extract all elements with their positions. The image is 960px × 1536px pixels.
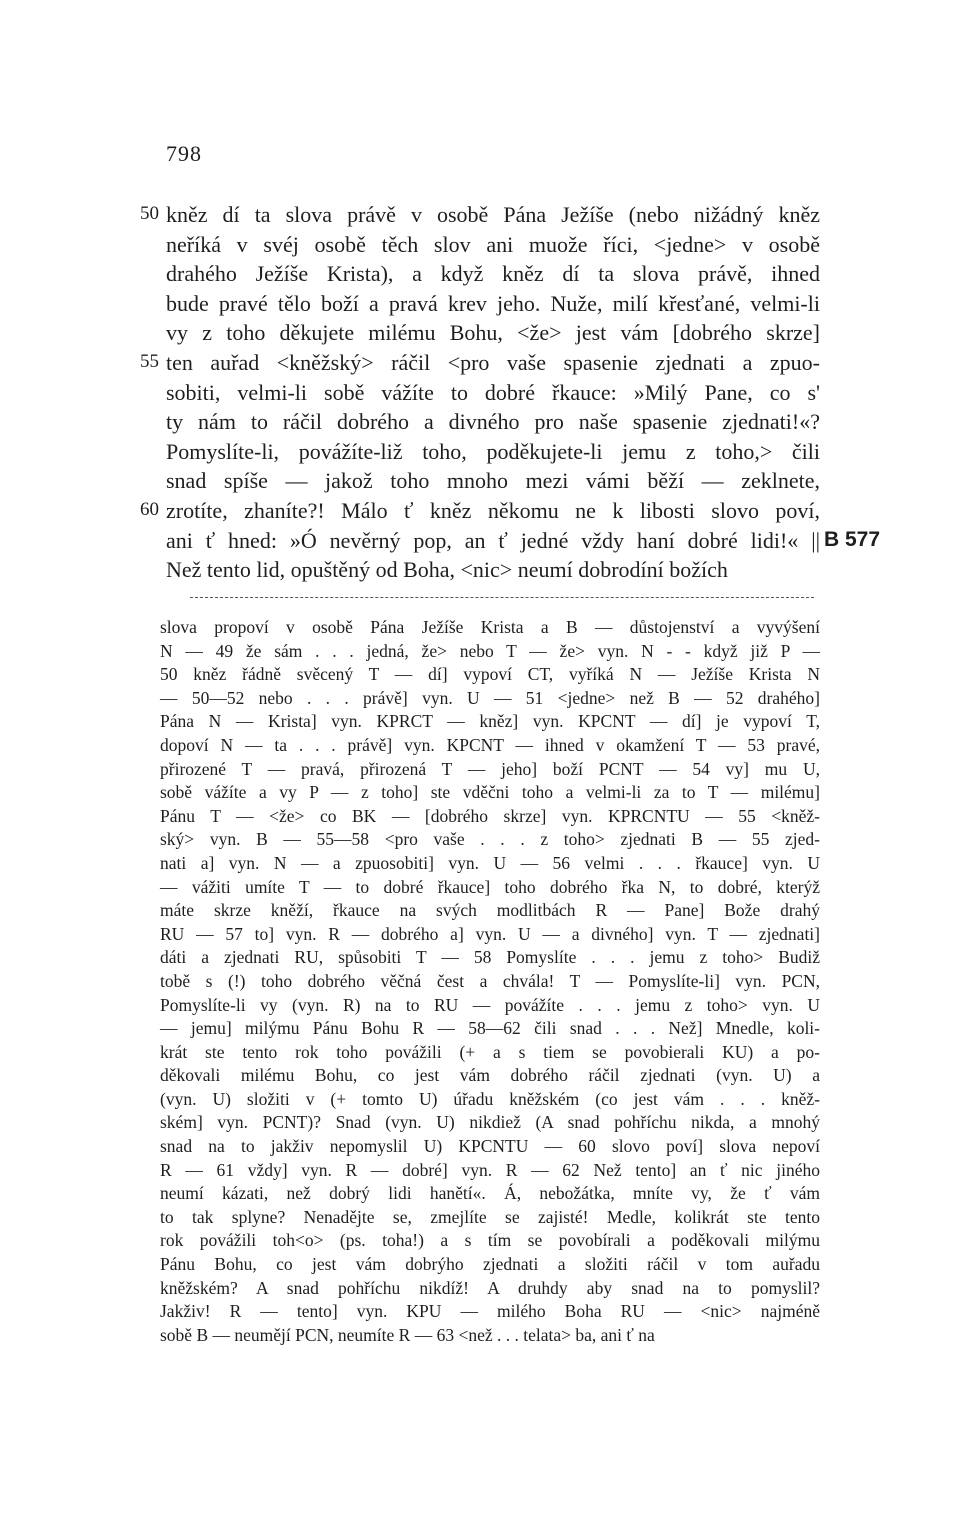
text-line	[0, 466, 960, 496]
line-text: vy z toho děkujete milému Bohu, <že> jest vám [dobrého skrze]	[166, 320, 820, 346]
line-text: Než tento lid, opuštěný od Boha, <nic> neumí dobrodíní božích	[166, 557, 728, 583]
apparatus-line: kněžském? A snad pohříchu nikdíž! A druhdy aby snad na to pomyslil?	[160, 1277, 820, 1298]
apparatus-line: Jakživ! R — tento] vyn. KPU — milého Boha RU — <nic> najméně	[160, 1301, 820, 1322]
line-number: 60	[140, 498, 159, 520]
apparatus-line: R — 61 vždy] vyn. R — dobré] vyn. R — 62 Než tento] an ť nic jiného	[160, 1159, 820, 1180]
line-text: ten auřad <kněžský> ráčil <pro vaše spasenie zjednati a zpuo-	[166, 349, 820, 375]
apparatus-line: — jemu] milýmu Pánu Bohu R — 58—62 čili snad . . . Než] Mnedle, koli-	[160, 1018, 820, 1039]
apparatus-line: (vyn. U) složiti v (+ tomto U) úřadu kněžském (co jest vám . . . kněž-	[160, 1088, 820, 1109]
apparatus-line: tobě s (!) toho dobrého věčná čest a chvála! T — Pomyslíte-li] vyn. PCN,	[160, 970, 820, 991]
apparatus-line: děkovali milému Bohu, co jest vám dobrého ráčil zjednati (vyn. U) a	[160, 1065, 820, 1086]
apparatus-line: snad na to jakživ nepomyslil U) KPCNTU — 60 slovo poví] slova nepoví	[160, 1136, 820, 1157]
apparatus-line: slova propoví v osobě Pána Ježíše Krista a B — důstojenství a vyvýšení	[160, 617, 820, 637]
page-number: 798	[166, 141, 202, 166]
apparatus-line: přirozené T — pravá, přirozená T — jeho] boží PCNT — 54 vy] mu U,	[160, 758, 820, 779]
apparatus-line: sobě vážíte a vy P — z toho] ste vděčni toho a velmi-li za to T — milému]	[160, 782, 820, 803]
text-line	[0, 230, 960, 260]
apparatus-line: — vážiti umíte T — to dobré řkauce] toho dobrého řka N, to dobré, kterýž	[160, 876, 820, 897]
text-line	[0, 407, 960, 437]
apparatus-line: neumí kázati, než dobrý lidi hanětí«. Á, nebožátka, mníte vy, že ť vám	[160, 1183, 820, 1204]
text-line	[0, 555, 960, 585]
text-line	[0, 378, 960, 408]
apparatus-line: Pánu Bohu, co jest vám dobrýho zjednati a složiti ráčil v tom auřadu	[160, 1254, 820, 1275]
line-text: neříká v svéj osobě těch slov ani muože říci, <jedne> v osobě	[166, 231, 820, 257]
apparatus-line: to tak splyne? Nenadějte se, zmejlíte se zajisté! Medle, kolikrát ste tento	[160, 1206, 820, 1227]
main-text	[0, 200, 960, 585]
line-number: 55	[140, 350, 159, 372]
line-text: sobiti, velmi-li sobě vážíte to dobré řkauce: »Milý Pane, co s'	[166, 379, 820, 405]
line-text: bude pravé tělo boží a pravá krev jeho. Nuže, milí křesťané, velmi-li	[166, 290, 820, 316]
text-line	[0, 200, 960, 230]
line-text: ty nám to ráčil dobrého a divného pro naše spasenie zjednati!«?	[166, 409, 820, 435]
line-text: drahého Ježíše Krista), a když kněz dí ta slova právě, ihned	[166, 261, 820, 287]
text-line	[0, 496, 960, 526]
line-text: ani ť hned: »Ó nevěrný pop, an ť jedné vždy haní dobré lidi!« ||	[166, 527, 820, 553]
apparatus-line: 50 kněz řádně svěcený T — dí] vypoví CT, vyříká N — Ježíše Krista N	[160, 664, 820, 685]
footnote-separator	[190, 597, 814, 598]
line-text: snad spíše — jakož toho mnoho mezi vámi běží — zeklnete,	[166, 468, 820, 494]
apparatus-line: nati a] vyn. N — a zpuosobiti] vyn. U — 56 velmi . . . řkauce] vyn. U	[160, 852, 820, 873]
apparatus-line: ském] vyn. PCNT)? Snad (vyn. U) nikdiež (A snad pohříchu nikda, a mnohý	[160, 1112, 820, 1133]
text-line	[0, 437, 960, 467]
apparatus-line: dáti a zjednati RU, spůsobiti T — 58 Pomyslíte . . . jemu z toho> Budiž	[160, 947, 820, 968]
line-number: 50	[140, 203, 159, 224]
apparatus-line: Pomyslíte-li vy (vyn. R) na to RU — povážíte . . . jemu z toho> vyn. U	[160, 994, 820, 1015]
text-line	[0, 289, 960, 319]
apparatus-line: — 50—52 nebo . . . právě] vyn. U — 51 <jedne> než B — 52 drahého]	[160, 687, 820, 708]
line-text: Pomyslíte-li, povážíte-liž toho, poděkujete-li jemu z toho,> čili	[166, 438, 820, 464]
apparatus-line: dopoví N — ta . . . právě] vyn. KPCNT — ihned v okamžení T — 53 pravé,	[160, 734, 820, 755]
line-text: zrotíte, zhaníte?! Málo ť kněz někomu ne k libosti slovo poví,	[166, 497, 820, 523]
apparatus-line: ský> vyn. B — 55—58 <pro vaše . . . z toho> zjednati B — 55 zjed-	[160, 829, 820, 850]
apparatus-line: máte skrze kněží, řkauce na svých modlitbách R — Pane] Bože drahý	[160, 900, 820, 921]
apparatus-line: krát ste tento rok toho povážili (+ a s tiem se povobierali KU) a po-	[160, 1041, 820, 1062]
margin-reference: B 577	[824, 527, 881, 551]
text-line	[0, 526, 960, 556]
critical-apparatus	[160, 616, 820, 1347]
apparatus-line: Pánu T — <že> co BK — [dobrého skrze] vyn. KPRCNTU — 55 <kněž-	[160, 805, 820, 826]
apparatus-line: rok povážili toh<o> (ps. toha!) a s tím se povobírali a poděkovali milýmu	[160, 1230, 820, 1251]
text-line	[0, 318, 960, 348]
apparatus-line: RU — 57 to] vyn. R — dobrého a] vyn. U — a divného] vyn. T — zjednati]	[160, 923, 820, 944]
line-text: kněz dí ta slova právě v osobě Pána Ježíše (nebo nižádný kněz	[166, 202, 820, 227]
text-line	[0, 259, 960, 289]
apparatus-line: sobě B — neumějí PCN, neumíte R — 63 <než . . . telata> ba, ani ť na	[160, 1324, 655, 1345]
apparatus-line: N — 49 že sám . . . jedná, že> nebo T — že> vyn. N - - když již P —	[160, 640, 820, 661]
apparatus-line: Pána N — Krista] vyn. KPRCT — kněz] vyn. KPCNT — dí] je vypoví T,	[160, 711, 820, 732]
text-line	[0, 348, 960, 378]
